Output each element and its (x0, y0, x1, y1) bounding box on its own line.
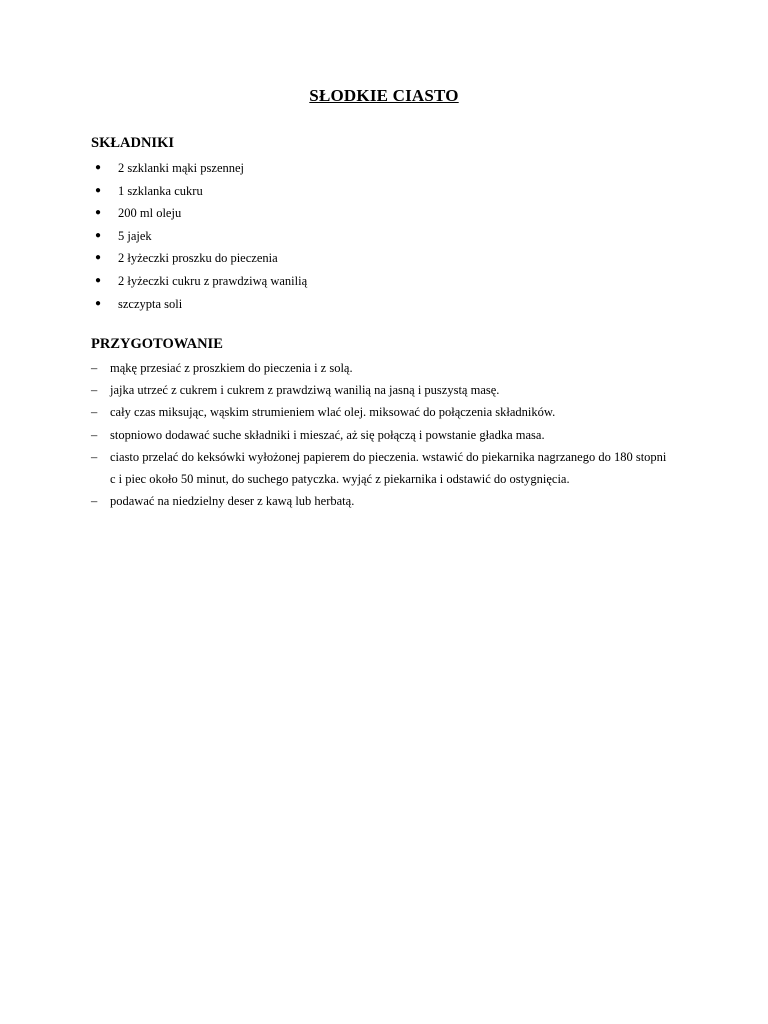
ingredient-item: ● 200 ml oleju (0, 202, 768, 225)
dash-icon: – (91, 405, 98, 420)
ingredients-heading: SKŁADNIKI (91, 135, 174, 151)
bullet-icon: ● (95, 229, 102, 241)
ingredient-item: ● 2 łyżeczki cukru z prawdziwą wanilią (0, 270, 768, 293)
ingredients-list (0, 157, 768, 315)
preparation-steps-list (0, 357, 768, 512)
step-item: – podawać na niedzielny deser z kawą lub herbatą. (0, 490, 768, 512)
bullet-icon: ● (95, 274, 102, 286)
bullet-icon: ● (95, 252, 102, 264)
dash-icon: – (91, 449, 98, 464)
dash-icon: – (91, 427, 98, 442)
ingredient-item: ● 1 szklanka cukru (0, 180, 768, 203)
preparation-heading: PRZYGOTOWANIE (91, 336, 223, 352)
step-item: – ciasto przelać do keksówki wyłożonej papierem do pieczenia. wstawić do piekarnika nagrzanego do 180 stopni c i piec około 50 minut, do suchego patyczka. wyjąć z piekarnika i odstawić do ostygnięcia. (0, 446, 768, 490)
dash-icon: – (91, 494, 98, 509)
ingredient-item: ● 5 jajek (0, 225, 768, 248)
ingredient-item: ● 2 łyżeczki proszku do pieczenia (0, 247, 768, 270)
step-item: – cały czas miksując, wąskim strumieniem wlać olej. miksować do połączenia składników. (0, 401, 768, 423)
dash-icon: – (91, 383, 98, 398)
bullet-icon: ● (95, 184, 102, 196)
step-item: – mąkę przesiać z proszkiem do pieczenia i z solą. (0, 357, 768, 379)
step-item: – stopniowo dodawać suche składniki i mieszać, aż się połączą i powstanie gładka masa. (0, 424, 768, 446)
bullet-icon: ● (95, 207, 102, 219)
dash-icon: – (91, 361, 98, 375)
ingredient-item: ● szczypta soli (0, 293, 768, 316)
bullet-icon: ● (95, 162, 102, 173)
recipe-title: SŁODKIE CIASTO (309, 86, 459, 105)
bullet-icon: ● (95, 297, 102, 309)
step-item: – jajka utrzeć z cukrem i cukrem z prawdziwą wanilią na jasną i puszystą masę. (0, 379, 768, 401)
ingredient-item: ● 2 szklanki mąki pszennej (0, 157, 768, 180)
